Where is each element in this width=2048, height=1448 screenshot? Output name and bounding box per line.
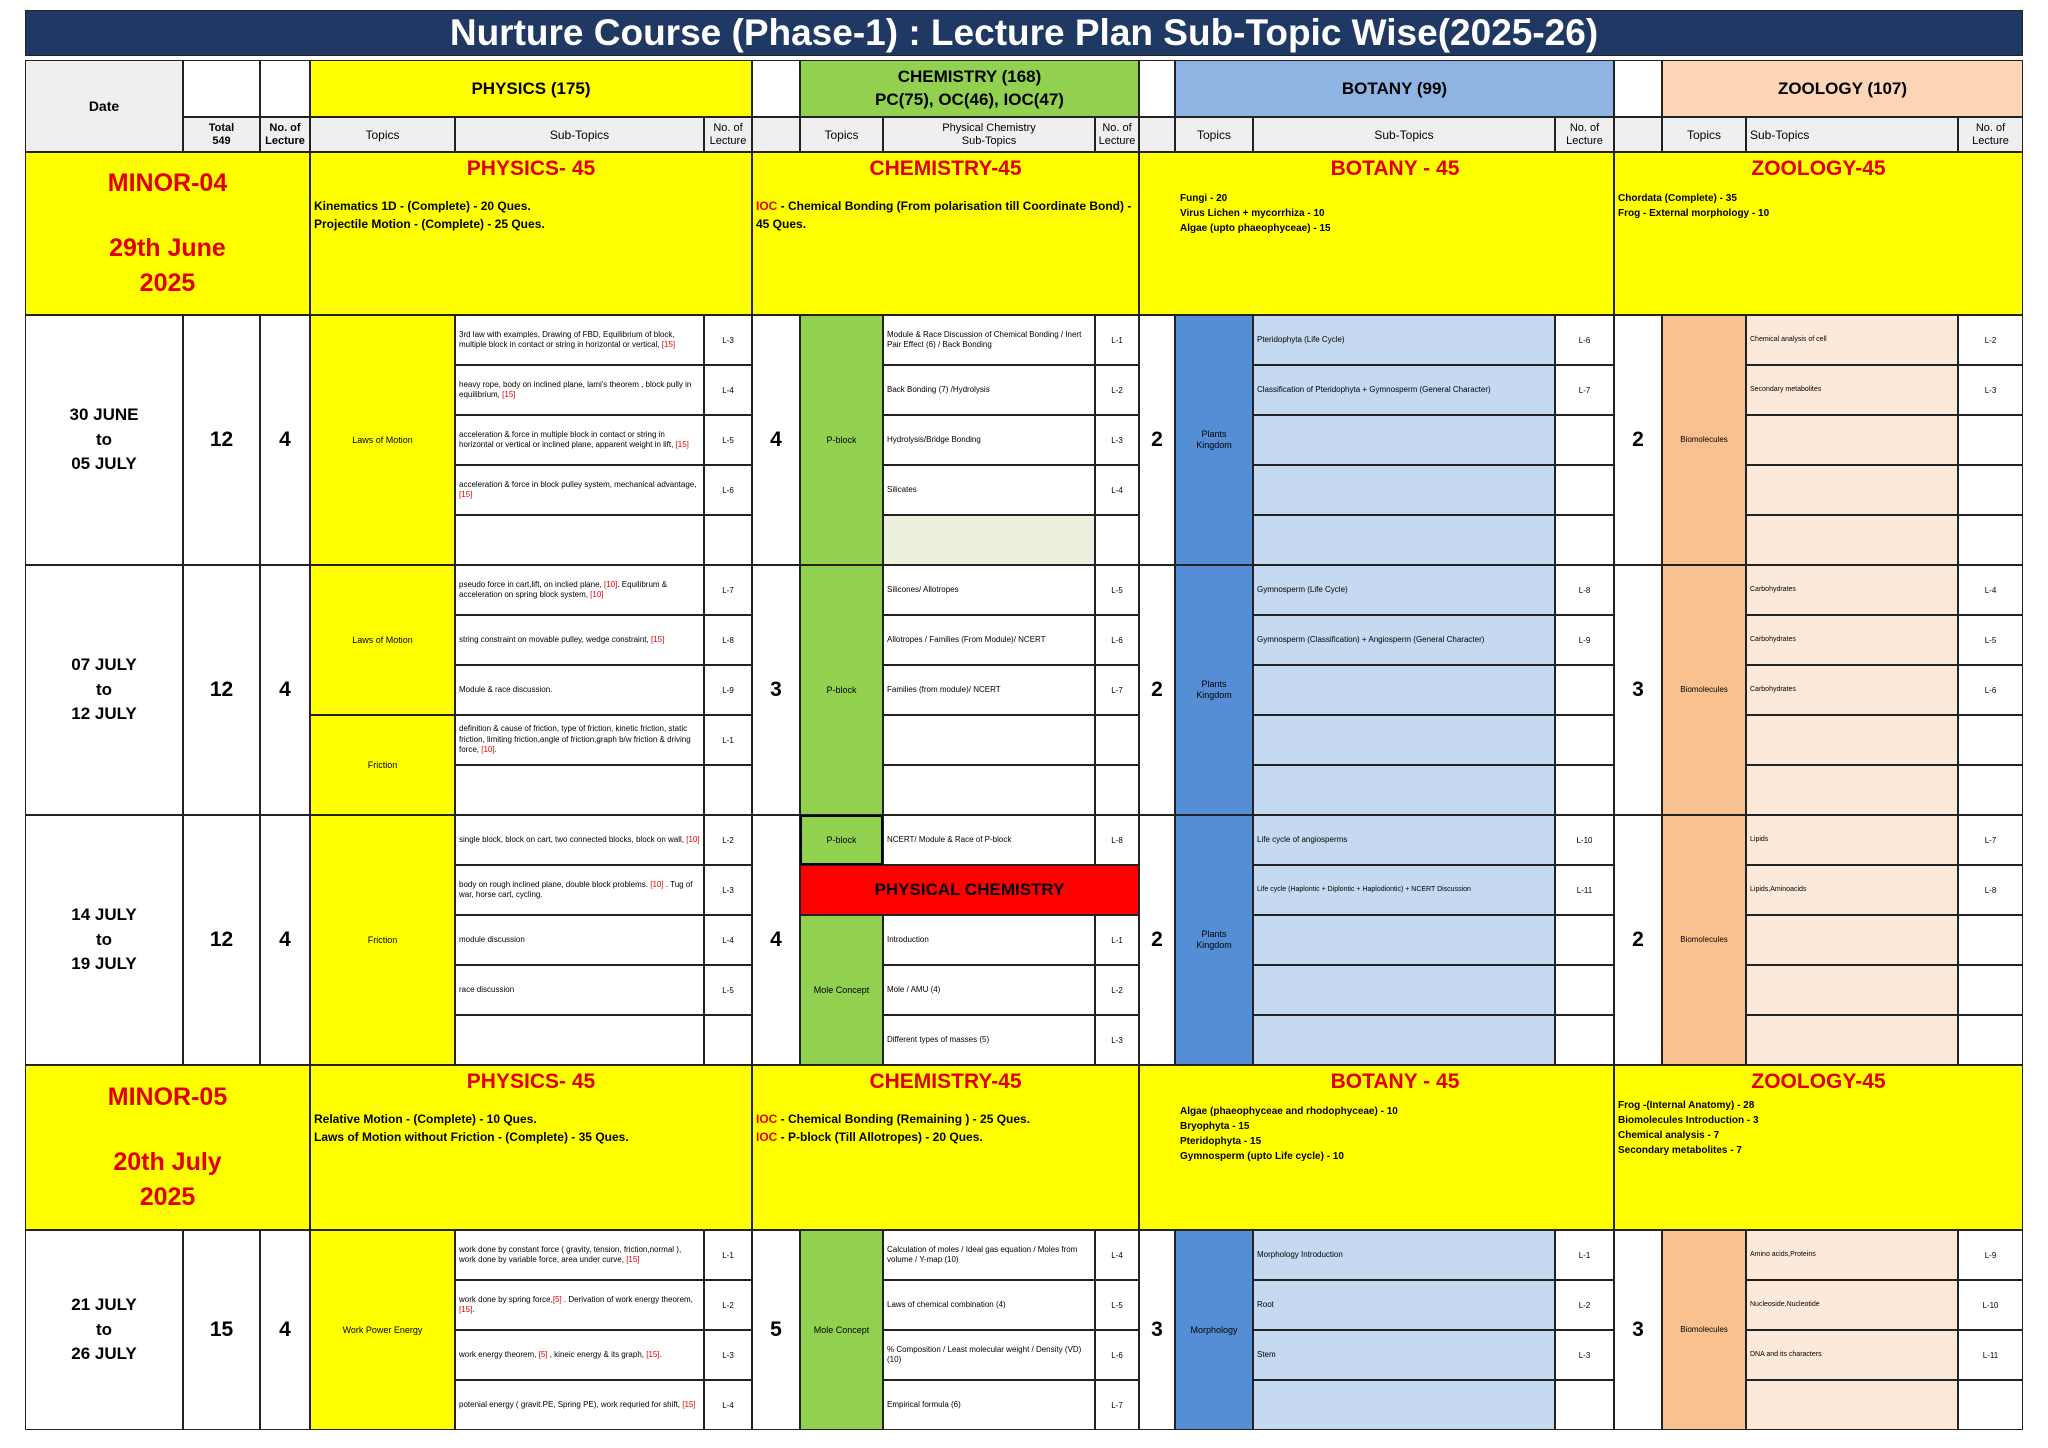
minor-05-zoology-text: Frog -(Internal Anatomy) - 28 Biomolecules Introduction - 3 Chemical analysis - 7 Secondary metabolites - 7 [1618, 1100, 1759, 1156]
week-1-bot-lecture: L-7 [1555, 365, 1614, 415]
week-3-zoo-lecture: L-7 [1958, 815, 2023, 865]
minor-05-botany [1139, 1065, 1614, 1230]
week-2-physics-subtopic: pseudo force in cart,lift, on inclied plane, [10]. Equilibrum & acceleration on spring block system, [10] [455, 565, 704, 615]
week-2-physics-subtopic: Module & race discussion. [455, 665, 704, 715]
week-4-physics-subtopic: work done by constant force ( gravity, tension, friction,normal ), work done by variable force, area under curve, [15] [455, 1230, 704, 1280]
header-date: Date [25, 60, 183, 152]
week-2-zoo-subtopic: Carbohydrates [1746, 565, 1958, 615]
week-3-chem-subtopic: Different types of masses (5) [883, 1015, 1095, 1065]
week-1-chem-count: 4 [752, 315, 800, 565]
header-zoo-lecture: No. of Lecture [1958, 117, 2023, 152]
week-1-total: 12 [183, 315, 260, 565]
minor-05-date: 20th July 2025 [113, 1148, 222, 1211]
empty-cell [1095, 515, 1139, 565]
header-blank [183, 60, 260, 117]
week-2-chem-count: 3 [752, 565, 800, 815]
empty-cell [1958, 965, 2023, 1015]
week-3-bot-topic: Plants Kingdom [1175, 815, 1253, 1065]
minor-05-label [25, 1065, 310, 1230]
week-1-bot-lecture: L-6 [1555, 315, 1614, 365]
week-2-zoo-subtopic: Carbohydrates [1746, 615, 1958, 665]
empty-cell [883, 765, 1095, 815]
week-2-total: 12 [183, 565, 260, 815]
week-1-physics-lecture: L-3 [704, 315, 752, 365]
minor-04-chem-title: CHEMISTRY-45 [869, 157, 1022, 180]
week-4-chem-lecture: L-4 [1095, 1230, 1139, 1280]
week-1-physics-topic: Laws of Motion [310, 315, 455, 565]
header-chem-topics: Topics [800, 117, 883, 152]
week-3-zoo-subtopic: Lipids [1746, 815, 1958, 865]
week-2-physics-lecture: L-8 [704, 615, 752, 665]
week-4-bot-lecture: L-2 [1555, 1280, 1614, 1330]
week-1-chem-subtopic: Silicates [883, 465, 1095, 515]
week-1-chem-subtopic: Hydrolysis/Bridge Bonding [883, 415, 1095, 465]
ioc-label: IOC [756, 1130, 778, 1144]
week-4-zoo-topic: Biomolecules [1662, 1230, 1746, 1430]
empty-cell [1746, 715, 1958, 765]
week-3-chem-subtopic: Mole / AMU (4) [883, 965, 1095, 1015]
week-3-physics-subtopic: body on rough inclined plane, double block problems. [10] . Tug of war, horse cart, cycling. [455, 865, 704, 915]
minor-05-physics [310, 1065, 752, 1230]
header-chem-subtopics: Physical Chemistry Sub-Topics [883, 117, 1095, 152]
week-4-zoo-lecture: L-10 [1958, 1280, 2023, 1330]
header-zoo-subtopics: Sub-Topics [1746, 117, 1958, 152]
physical-chemistry-banner: PHYSICAL CHEMISTRY [800, 865, 1139, 915]
header-no-of-lecture: No. of Lecture [260, 117, 310, 152]
minor-04-chem-detail: - Chemical Bonding (From polarisation till Coordinate Bond) - 45 Ques. [756, 199, 1132, 231]
empty-cell [1253, 965, 1555, 1015]
week-2-bot-lecture: L-9 [1555, 615, 1614, 665]
week-2-physics-topic: Laws of Motion [310, 565, 455, 715]
week-2-zoo-lecture: L-6 [1958, 665, 2023, 715]
week-4-chem-lecture: L-5 [1095, 1280, 1139, 1330]
header-chem-lecture: No. of Lecture [1095, 117, 1139, 152]
week-2-chem-subtopic: Silicones/ Allotropes [883, 565, 1095, 615]
empty-cell [1746, 915, 1958, 965]
header-bot-topics: Topics [1175, 117, 1253, 152]
empty-cell [455, 1015, 704, 1065]
header-total: Total 549 [183, 117, 260, 152]
week-4-physics-lecture: L-1 [704, 1230, 752, 1280]
week-3-total: 12 [183, 815, 260, 1065]
week-1-zoo-subtopic: Chemical analysis of cell [1746, 315, 1958, 365]
week-2-zoo-lecture: L-4 [1958, 565, 2023, 615]
header-bot-subtopics: Sub-Topics [1253, 117, 1555, 152]
week-4-physics-lecture: L-4 [704, 1380, 752, 1430]
week-1-zoo-lecture: L-3 [1958, 365, 2023, 415]
empty-cell [1253, 1015, 1555, 1065]
header-blank [1139, 60, 1175, 117]
minor-05-name: MINOR-05 [107, 1083, 228, 1111]
empty-cell [1253, 465, 1555, 515]
week-1-physics-lecture: L-4 [704, 365, 752, 415]
empty-cell [883, 715, 1095, 765]
week-1-chem-subtopic: Back Bonding (7) /Hydrolysis [883, 365, 1095, 415]
week-4-total: 15 [183, 1230, 260, 1430]
header-blank [1614, 117, 1662, 152]
empty-cell [1958, 515, 2023, 565]
empty-cell [704, 765, 752, 815]
empty-cell [1746, 415, 1958, 465]
minor-05-botany-title: BOTANY - 45 [1330, 1070, 1460, 1093]
empty-cell [1555, 1380, 1614, 1430]
week-4-zoo-subtopic: DNA and its characters [1746, 1330, 1958, 1380]
week-3-chem-lecture: L-3 [1095, 1015, 1139, 1065]
week-2-bot-lecture: L-8 [1555, 565, 1614, 615]
week-2-physics-lecture: L-1 [704, 715, 752, 765]
week-4-bot-topic: Morphology [1175, 1230, 1253, 1430]
empty-cell [1746, 765, 1958, 815]
empty-cell [1746, 515, 1958, 565]
week-3-bot-lecture: L-10 [1555, 815, 1614, 865]
empty-cell [1555, 465, 1614, 515]
header-physics: PHYSICS (175) [310, 60, 752, 117]
header-zoo-topics: Topics [1662, 117, 1746, 152]
minor-04-label [25, 152, 310, 315]
week-4-physics-count: 4 [260, 1230, 310, 1430]
week-3-physics-subtopic: module discussion [455, 915, 704, 965]
week-4-bot-subtopic: Root [1253, 1280, 1555, 1330]
week-4-zoo-subtopic: Amino acids,Proteins [1746, 1230, 1958, 1280]
empty-cell [1555, 915, 1614, 965]
week-2-physics-subtopic: definition & cause of friction, type of friction, kinetic friction, static friction, limiting friction,angle of friction,graph b/w friction & driving force, [10]. [455, 715, 704, 765]
empty-cell [704, 1015, 752, 1065]
empty-cell [455, 765, 704, 815]
header-blank [752, 117, 800, 152]
minor-05-zoology-title: ZOOLOGY-45 [1751, 1070, 1886, 1093]
header-physics-topics: Topics [310, 117, 455, 152]
week-4-bot-lecture: L-1 [1555, 1230, 1614, 1280]
week-2-physics-topic: Friction [310, 715, 455, 815]
week-1-date: 30 JUNE to 05 JULY [25, 315, 183, 565]
empty-cell [1958, 1380, 2023, 1430]
header-chemistry: CHEMISTRY (168) PC(75), OC(46), IOC(47) [800, 60, 1139, 117]
week-3-bot-subtopic: Life cycle of angiosperms [1253, 815, 1555, 865]
week-3-physics-topic: Friction [310, 815, 455, 1065]
empty-cell [1253, 415, 1555, 465]
week-1-bot-subtopic: Classification of Pteridophyta + Gymnosperm (General Character) [1253, 365, 1555, 415]
week-3-chem-lecture: L-8 [1095, 815, 1139, 865]
header-blank [1139, 117, 1175, 152]
minor-04-botany [1139, 152, 1614, 315]
ioc-label: IOC [756, 1112, 778, 1126]
week-3-zoo-subtopic: Lipids,Aminoacids [1746, 865, 1958, 915]
week-3-physics-lecture: L-3 [704, 865, 752, 915]
week-4-chem-count: 5 [752, 1230, 800, 1430]
week-2-bot-count: 2 [1139, 565, 1175, 815]
week-1-bot-subtopic: Pteridophyta (Life Cycle) [1253, 315, 1555, 365]
week-3-zoo-count: 2 [1614, 815, 1662, 1065]
header-zoology: ZOOLOGY (107) [1662, 60, 2023, 117]
minor-04-zoology [1614, 152, 2023, 315]
week-4-zoo-lecture: L-9 [1958, 1230, 2023, 1280]
week-2-chem-subtopic: Allotropes / Families (From Module)/ NCERT [883, 615, 1095, 665]
empty-cell [455, 515, 704, 565]
week-3-chem-lecture: L-1 [1095, 915, 1139, 965]
minor-05-botany-text: Algae (phaeophyceae and rhodophyceae) - 10 Bryophyta - 15 Pteridophyta - 15 Gymnosperm (upto Life cycle) - 10 [1180, 1106, 1398, 1162]
week-2-chem-lecture: L-7 [1095, 665, 1139, 715]
week-3-chem-subtopic: NCERT/ Module & Race of P-block [883, 815, 1095, 865]
week-3-chem-count: 4 [752, 815, 800, 1065]
week-2-bot-subtopic: Gymnosperm (Classification) + Angiosperm (General Character) [1253, 615, 1555, 665]
header-bot-lecture: No. of Lecture [1555, 117, 1614, 152]
week-1-chem-topic: P-block [800, 315, 883, 565]
week-4-bot-subtopic: Stem [1253, 1330, 1555, 1380]
week-3-physics-lecture: L-4 [704, 915, 752, 965]
week-1-physics-count: 4 [260, 315, 310, 565]
week-4-physics-subtopic: work energy theorem, [5] , kineic energy & its graph, [15]. [455, 1330, 704, 1380]
week-4-physics-lecture: L-3 [704, 1330, 752, 1380]
week-3-chem-topic: Mole Concept [800, 915, 883, 1065]
header-physics-subtopics: Sub-Topics [455, 117, 704, 152]
week-1-physics-subtopic: 3rd law with examples, Drawing of FBD, Equilibrium of block, multiple block in contact or string in horizontal or vertical, [15] [455, 315, 704, 365]
empty-cell [1746, 965, 1958, 1015]
week-1-zoo-subtopic: Secondary metabolites [1746, 365, 1958, 415]
week-2-date: 07 JULY to 12 JULY [25, 565, 183, 815]
week-4-chem-subtopic: Calculation of moles / Ideal gas equation / Moles from volume / Y-map (10) [883, 1230, 1095, 1280]
week-1-physics-subtopic: heavy rope, body on inclined plane, lami's theorem , block pully in equilibrium, [15] [455, 365, 704, 415]
empty-cell [1095, 765, 1139, 815]
empty-cell [1555, 765, 1614, 815]
week-4-physics-lecture: L-2 [704, 1280, 752, 1330]
page-title: Nurture Course (Phase-1) : Lecture Plan Sub-Topic Wise(2025-26) [25, 10, 2023, 56]
week-2-physics-count: 4 [260, 565, 310, 815]
empty-cell [1958, 1015, 2023, 1065]
empty-cell [1095, 715, 1139, 765]
week-4-bot-lecture: L-3 [1555, 1330, 1614, 1380]
empty-cell [704, 515, 752, 565]
week-2-zoo-subtopic: Carbohydrates [1746, 665, 1958, 715]
week-4-chem-subtopic: % Composition / Least molecular weight / Density (VD) (10) [883, 1330, 1095, 1380]
week-2-chem-lecture: L-5 [1095, 565, 1139, 615]
minor-05-physics-title: PHYSICS- 45 [466, 1070, 596, 1093]
empty-cell [1253, 915, 1555, 965]
week-3-date: 14 JULY to 19 JULY [25, 815, 183, 1065]
week-4-chem-subtopic: Laws of chemical combination (4) [883, 1280, 1095, 1330]
empty-cell [1746, 465, 1958, 515]
week-3-bot-subtopic: Life cycle (Haplontic + Diplontic + Haplodiontic) + NCERT Discussion [1253, 865, 1555, 915]
week-4-zoo-subtopic: Nucleoside,Nucleotide [1746, 1280, 1958, 1330]
empty-cell [1253, 665, 1555, 715]
empty-cell [1746, 1015, 1958, 1065]
minor-05-physics-text: Relative Motion - (Complete) - 10 Ques. Laws of Motion without Friction - (Complete) - 35 Ques. [314, 1112, 629, 1144]
week-4-chem-subtopic: Empirical formula (6) [883, 1380, 1095, 1430]
week-1-bot-count: 2 [1139, 315, 1175, 565]
empty-cell [1555, 415, 1614, 465]
week-3-bot-count: 2 [1139, 815, 1175, 1065]
week-2-zoo-topic: Biomolecules [1662, 565, 1746, 815]
minor-04-physics-text: Kinematics 1D - (Complete) - 20 Ques. Projectile Motion - (Complete) - 25 Ques. [314, 199, 545, 231]
minor-04-zoology-title: ZOOLOGY-45 [1751, 157, 1886, 180]
week-3-chem-subtopic: Introduction [883, 915, 1095, 965]
header-physics-lecture: No. of Lecture [704, 117, 752, 152]
week-3-physics-lecture: L-5 [704, 965, 752, 1015]
empty-cell [883, 515, 1095, 565]
minor-04-chem-text [756, 197, 1135, 233]
week-1-chem-lecture: L-2 [1095, 365, 1139, 415]
week-1-zoo-topic: Biomolecules [1662, 315, 1746, 565]
week-1-physics-subtopic: acceleration & force in block pulley system, mechanical advantage, [15] [455, 465, 704, 515]
week-4-bot-count: 3 [1139, 1230, 1175, 1430]
week-2-chem-subtopic: Families (from module)/ NCERT [883, 665, 1095, 715]
week-1-chem-lecture: L-1 [1095, 315, 1139, 365]
minor-05-chem-text: IOC - Chemical Bonding (Remaining ) - 25 Ques. IOC - P-block (Till Allotropes) - 20 Ques. [756, 1112, 1031, 1144]
empty-cell [1555, 1015, 1614, 1065]
empty-cell [1555, 715, 1614, 765]
week-3-physics-subtopic: single block, block on cart, two connected blocks, block on wall, [10] [455, 815, 704, 865]
week-3-chem-lecture: L-2 [1095, 965, 1139, 1015]
week-2-zoo-lecture: L-5 [1958, 615, 2023, 665]
empty-cell [1746, 1380, 1958, 1430]
week-2-bot-topic: Plants Kingdom [1175, 565, 1253, 815]
week-1-zoo-count: 2 [1614, 315, 1662, 565]
week-1-zoo-lecture: L-2 [1958, 315, 2023, 365]
week-2-chem-topic: P-block [800, 565, 883, 815]
minor-05-chem-title: CHEMISTRY-45 [869, 1070, 1022, 1093]
week-3-physics-count: 4 [260, 815, 310, 1065]
minor-04-botany-text: Fungi - 20 Virus Lichen + mycorrhiza - 10 Algae (upto phaeophyceae) - 15 [1180, 193, 1331, 234]
minor-04-physics [310, 152, 752, 315]
week-1-chem-lecture: L-3 [1095, 415, 1139, 465]
week-1-chem-lecture: L-4 [1095, 465, 1139, 515]
empty-cell [1958, 715, 2023, 765]
empty-cell [1253, 715, 1555, 765]
week-2-physics-lecture: L-7 [704, 565, 752, 615]
empty-cell [1253, 1380, 1555, 1430]
empty-cell [1253, 765, 1555, 815]
empty-cell [1555, 515, 1614, 565]
ioc-label: IOC [756, 199, 778, 213]
week-3-bot-lecture: L-11 [1555, 865, 1614, 915]
minor-04-name: MINOR-04 [107, 169, 228, 197]
empty-cell [1958, 765, 2023, 815]
week-3-physics-subtopic: race discussion [455, 965, 704, 1015]
week-4-bot-subtopic: Morphology Introduction [1253, 1230, 1555, 1280]
week-3-zoo-topic: Biomolecules [1662, 815, 1746, 1065]
week-4-chem-lecture: L-7 [1095, 1380, 1139, 1430]
minor-04-physics-title: PHYSICS- 45 [466, 157, 596, 180]
week-4-zoo-count: 3 [1614, 1230, 1662, 1430]
week-1-physics-lecture: L-5 [704, 415, 752, 465]
empty-cell [1253, 515, 1555, 565]
week-4-chem-lecture: L-6 [1095, 1330, 1139, 1380]
empty-cell [1555, 965, 1614, 1015]
week-2-zoo-count: 3 [1614, 565, 1662, 815]
week-1-physics-lecture: L-6 [704, 465, 752, 515]
minor-04-date: 29th June 2025 [109, 234, 226, 297]
week-3-physics-lecture: L-2 [704, 815, 752, 865]
minor-05-zoology [1614, 1065, 2023, 1230]
minor-04-chemistry [752, 152, 1139, 315]
week-4-physics-topic: Work Power Energy [310, 1230, 455, 1430]
empty-cell [1555, 665, 1614, 715]
week-2-physics-lecture: L-9 [704, 665, 752, 715]
week-3-zoo-lecture: L-8 [1958, 865, 2023, 915]
week-4-physics-subtopic: potenial energy ( gravit.PE, Spring PE), work requried for shift, [15] [455, 1380, 704, 1430]
week-4-physics-subtopic: work done by spring force,[5] . Derivation of work energy theorem, [15]. [455, 1280, 704, 1330]
week-3-chem-pblock: P-block [800, 815, 883, 865]
header-blank [1614, 60, 1662, 117]
week-4-date: 21 JULY to 26 JULY [25, 1230, 183, 1430]
empty-cell [1958, 465, 2023, 515]
minor-05-chemistry [752, 1065, 1139, 1230]
header-botany: BOTANY (99) [1175, 60, 1614, 117]
week-2-physics-subtopic: string constraint on movable pulley, wedge constraint, [15] [455, 615, 704, 665]
week-4-zoo-lecture: L-11 [1958, 1330, 2023, 1380]
header-blank [260, 60, 310, 117]
empty-cell [1958, 915, 2023, 965]
week-2-bot-subtopic: Gymnosperm (Life Cycle) [1253, 565, 1555, 615]
week-1-bot-topic: Plants Kingdom [1175, 315, 1253, 565]
week-2-chem-lecture: L-6 [1095, 615, 1139, 665]
empty-cell [1958, 415, 2023, 465]
week-1-physics-subtopic: acceleration & force in multiple block in contact or string in horizontal or vertical or inclined plane, apparent weight in lift, [15] [455, 415, 704, 465]
header-blank [752, 60, 800, 117]
minor-04-botany-title: BOTANY - 45 [1330, 157, 1460, 180]
week-4-chem-topic: Mole Concept [800, 1230, 883, 1430]
minor-04-zoology-text: Chordata (Complete) - 35 Frog - External morphology - 10 [1618, 193, 1770, 219]
week-1-chem-subtopic: Module & Race Discussion of Chemical Bonding / Inert Pair Effect (6) / Back Bonding [883, 315, 1095, 365]
